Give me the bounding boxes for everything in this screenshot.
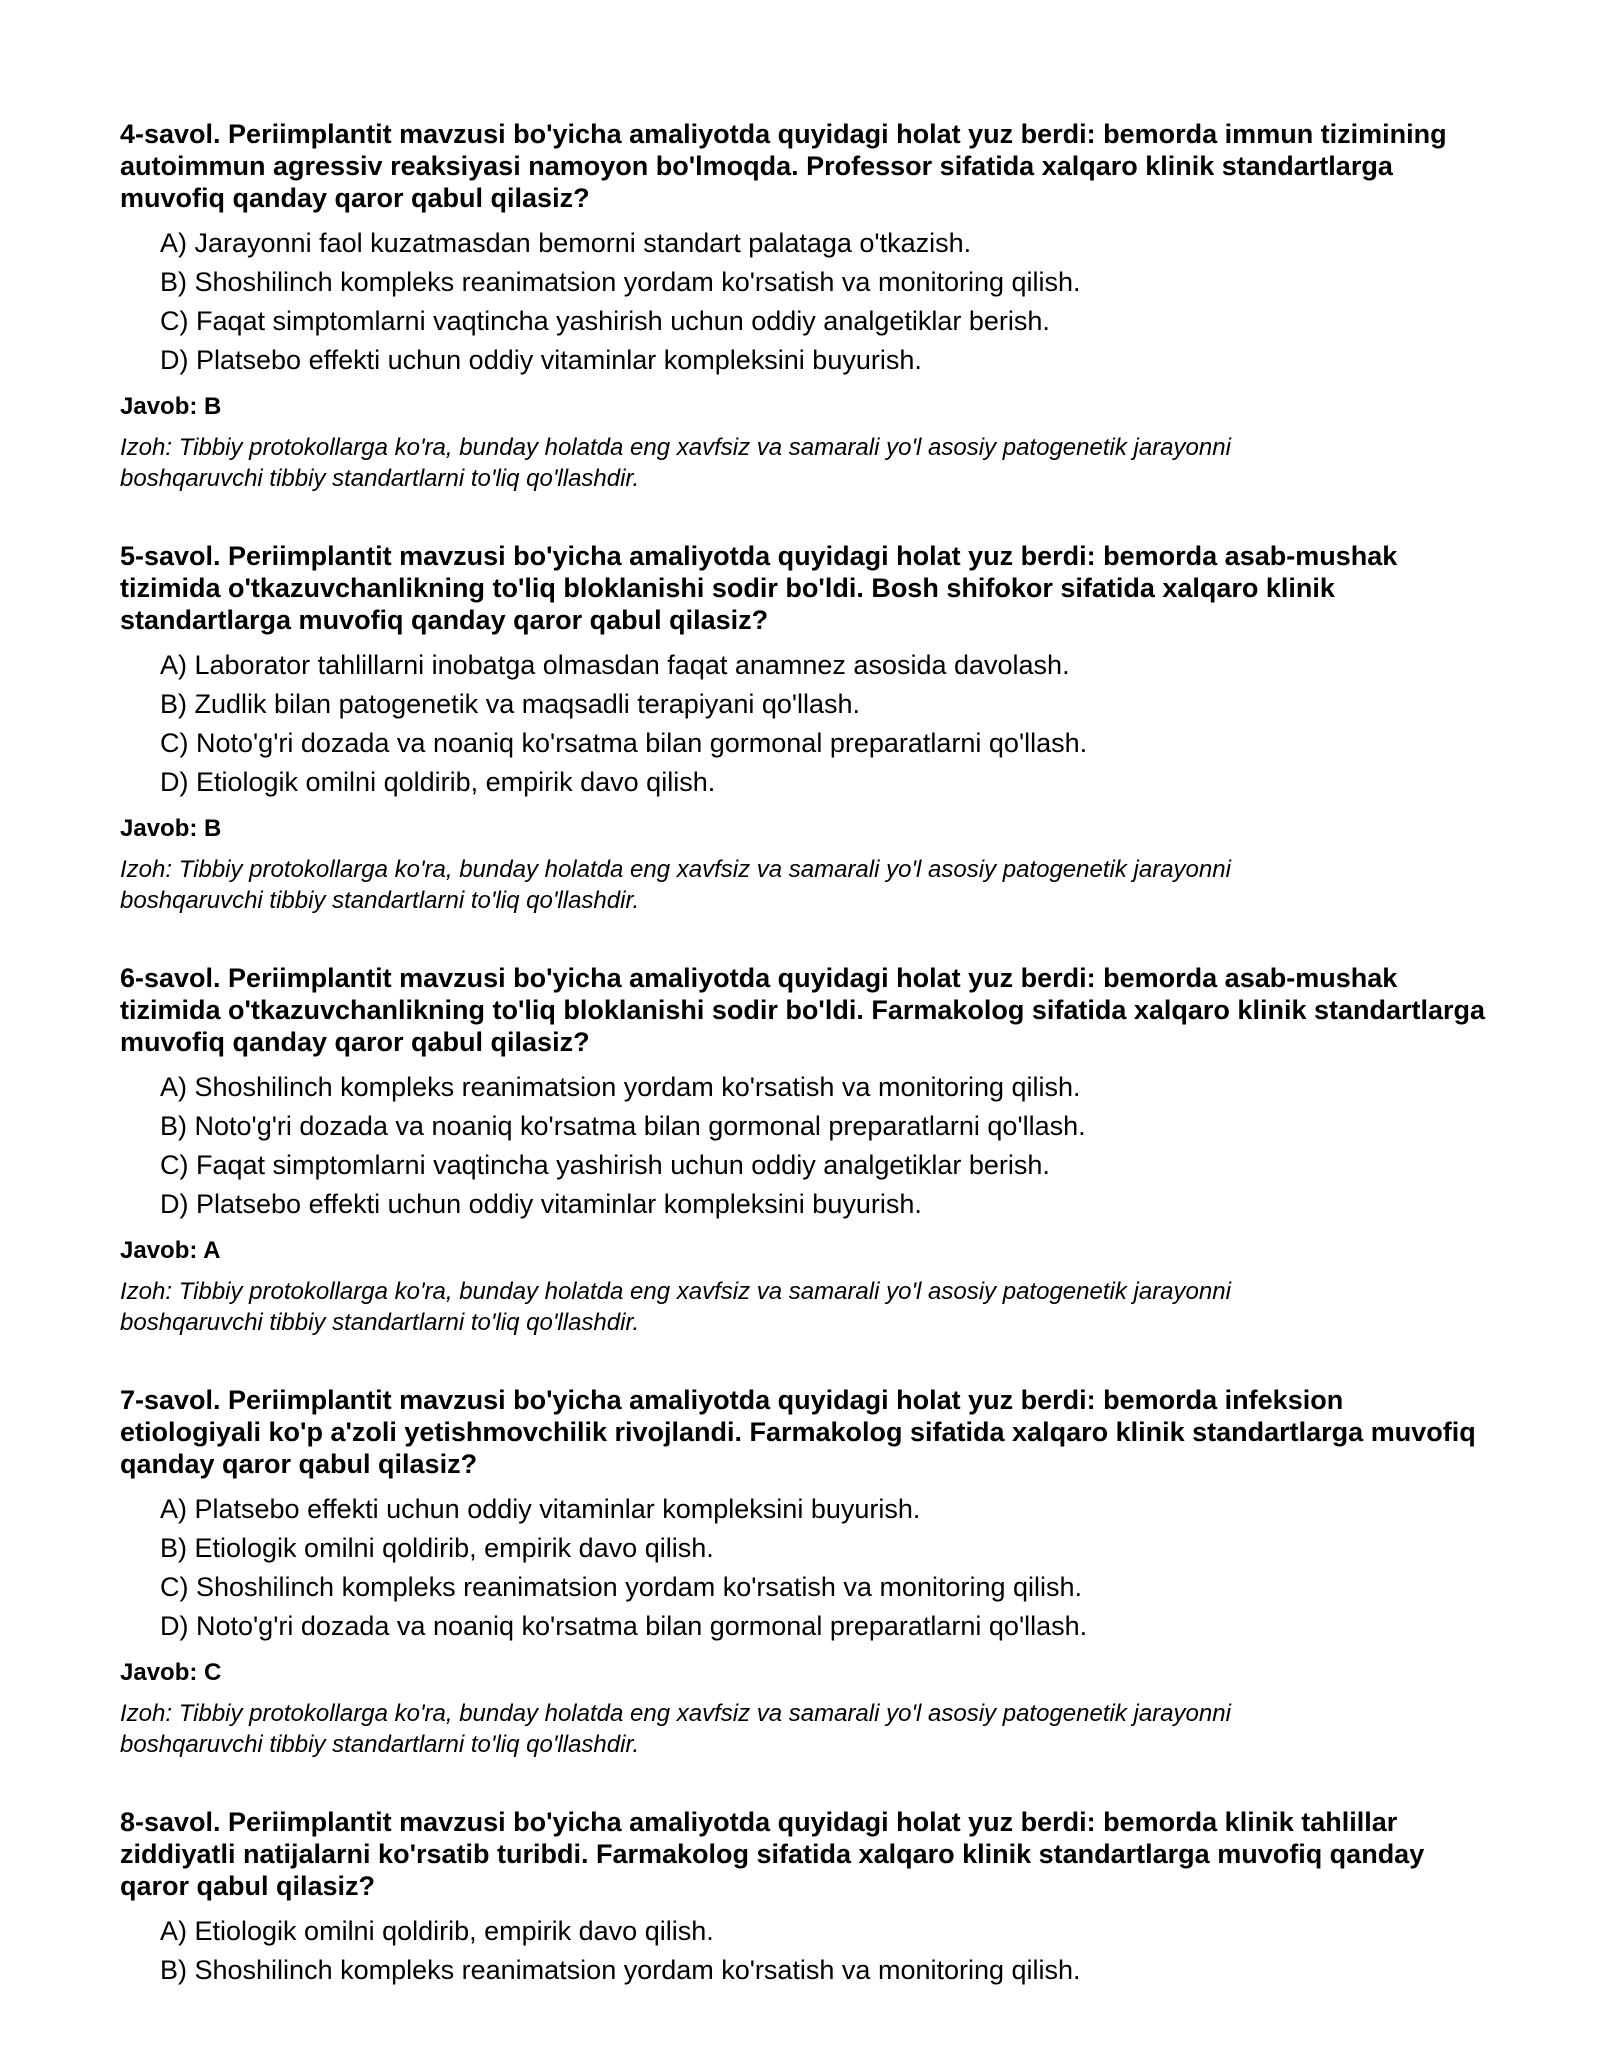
option-c: C) Faqat simptomlarni vaqtincha yashirish uchun oddiy analgetiklar berish. [160,1150,1050,1180]
option-a: A) Jarayonni faol kuzatmasdan bemorni standart palataga o'tkazish. [160,228,972,258]
question-6 [120,962,1490,1338]
answer: Javob: C [120,1659,222,1686]
question-text: 7-savol. Periimplantit mavzusi bo'yicha amaliyotda quyidagi holat yuz berdi: bemorda infeksion etiologiyali ko'p a'zoli yetishmovchilik rivojlandi. Farmakolog sifatida xalqaro klinik standartlarga muvofiq qanday qaror qabul qilasiz? [120,1385,1476,1479]
option-c: C) Shoshilinch kompleks reanimatsion yordam ko'rsatish va monitoring qilish. [160,1572,1083,1602]
option-b: B) Zudlik bilan patogenetik va maqsadli terapiyani qo'llash. [160,689,861,719]
option-d: D) Platsebo effekti uchun oddiy vitaminlar kompleksini buyurish. [160,1189,922,1219]
question-text: 6-savol. Periimplantit mavzusi bo'yicha amaliyotda quyidagi holat yuz berdi: bemorda asab-mushak tizimida o'tkazuvchanlikning to'liq bloklanishi sodir bo'ldi. Farmakolog sifatida xalqaro klinik standartlarga muvofiq qanday qaror qabul qilasiz? [120,963,1486,1057]
option-d: D) Noto'g'ri dozada va noaniq ko'rsatma bilan gormonal preparatlarni qo'llash. [160,1611,1088,1641]
option-d: D) Etiologik omilni qoldirib, empirik davo qilish. [160,767,716,797]
answer: Javob: B [120,815,222,842]
option-b: B) Noto'g'ri dozada va noaniq ko'rsatma bilan gormonal preparatlarni qo'llash. [160,1111,1086,1141]
option-list [120,1912,1490,1990]
option-a: A) Laborator tahlillarni inobatga olmasdan faqat anamnez asosida davolash. [160,650,1070,680]
option-c: C) Noto'g'ri dozada va noaniq ko'rsatma bilan gormonal preparatlarni qo'llash. [160,728,1088,758]
option-list [120,646,1490,802]
explanation: Izoh: Tibbiy protokollarga ko'ra, bunday holatda eng xavfsiz va samarali yo'l asosiy patogenetik jarayonni boshqaruvchi tibbiy standartlarni to'liq qo'llashdir. [120,856,1231,914]
question-text: 8-savol. Periimplantit mavzusi bo'yicha amaliyotda quyidagi holat yuz berdi: bemorda klinik tahlillar ziddiyatli natijalarni ko'rsatib turibdi. Farmakolog sifatida xalqaro klinik standartlarga muvofiq qanday qaror qabul qilasiz? [120,1807,1425,1901]
option-a: A) Platsebo effekti uchun oddiy vitaminlar kompleksini buyurish. [160,1494,921,1524]
option-c: C) Faqat simptomlarni vaqtincha yashirish uchun oddiy analgetiklar berish. [160,306,1050,336]
explanation: Izoh: Tibbiy protokollarga ko'ra, bunday holatda eng xavfsiz va samarali yo'l asosiy patogenetik jarayonni boshqaruvchi tibbiy standartlarni to'liq qo'llashdir. [120,434,1231,492]
option-list [120,1490,1490,1646]
answer: Javob: B [120,393,222,420]
question-text: 4-savol. Periimplantit mavzusi bo'yicha amaliyotda quyidagi holat yuz berdi: bemorda immun tizimining autoimmun agressiv reaksiyasi namoyon bo'lmoqda. Professor sifatida xalqaro klinik standartlarga muvofiq qanday qaror qabul qilasiz? [120,119,1447,213]
question-7 [120,1384,1490,1760]
question-text: 5-savol. Periimplantit mavzusi bo'yicha amaliyotda quyidagi holat yuz berdi: bemorda asab-mushak tizimida o'tkazuvchanlikning to'liq bloklanishi sodir bo'ldi. Bosh shifokor sifatida xalqaro klinik standartlarga muvofiq qanday qaror qabul qilasiz? [120,541,1398,635]
explanation: Izoh: Tibbiy protokollarga ko'ra, bunday holatda eng xavfsiz va samarali yo'l asosiy patogenetik jarayonni boshqaruvchi tibbiy standartlarni to'liq qo'llashdir. [120,1278,1231,1336]
question-8 [120,1806,1490,1990]
option-b: B) Shoshilinch kompleks reanimatsion yordam ko'rsatish va monitoring qilish. [160,1955,1081,1985]
question-4 [120,118,1490,494]
option-a: A) Etiologik omilni qoldirib, empirik davo qilish. [160,1916,714,1946]
answer: Javob: A [120,1237,221,1264]
question-5 [120,540,1490,916]
option-b: B) Shoshilinch kompleks reanimatsion yordam ko'rsatish va monitoring qilish. [160,267,1081,297]
option-a: A) Shoshilinch kompleks reanimatsion yordam ko'rsatish va monitoring qilish. [160,1072,1081,1102]
option-d: D) Platsebo effekti uchun oddiy vitaminlar kompleksini buyurish. [160,345,922,375]
option-list [120,224,1490,380]
option-list [120,1068,1490,1224]
explanation: Izoh: Tibbiy protokollarga ko'ra, bunday holatda eng xavfsiz va samarali yo'l asosiy patogenetik jarayonni boshqaruvchi tibbiy standartlarni to'liq qo'llashdir. [120,1700,1231,1758]
option-b: B) Etiologik omilni qoldirib, empirik davo qilish. [160,1533,714,1563]
